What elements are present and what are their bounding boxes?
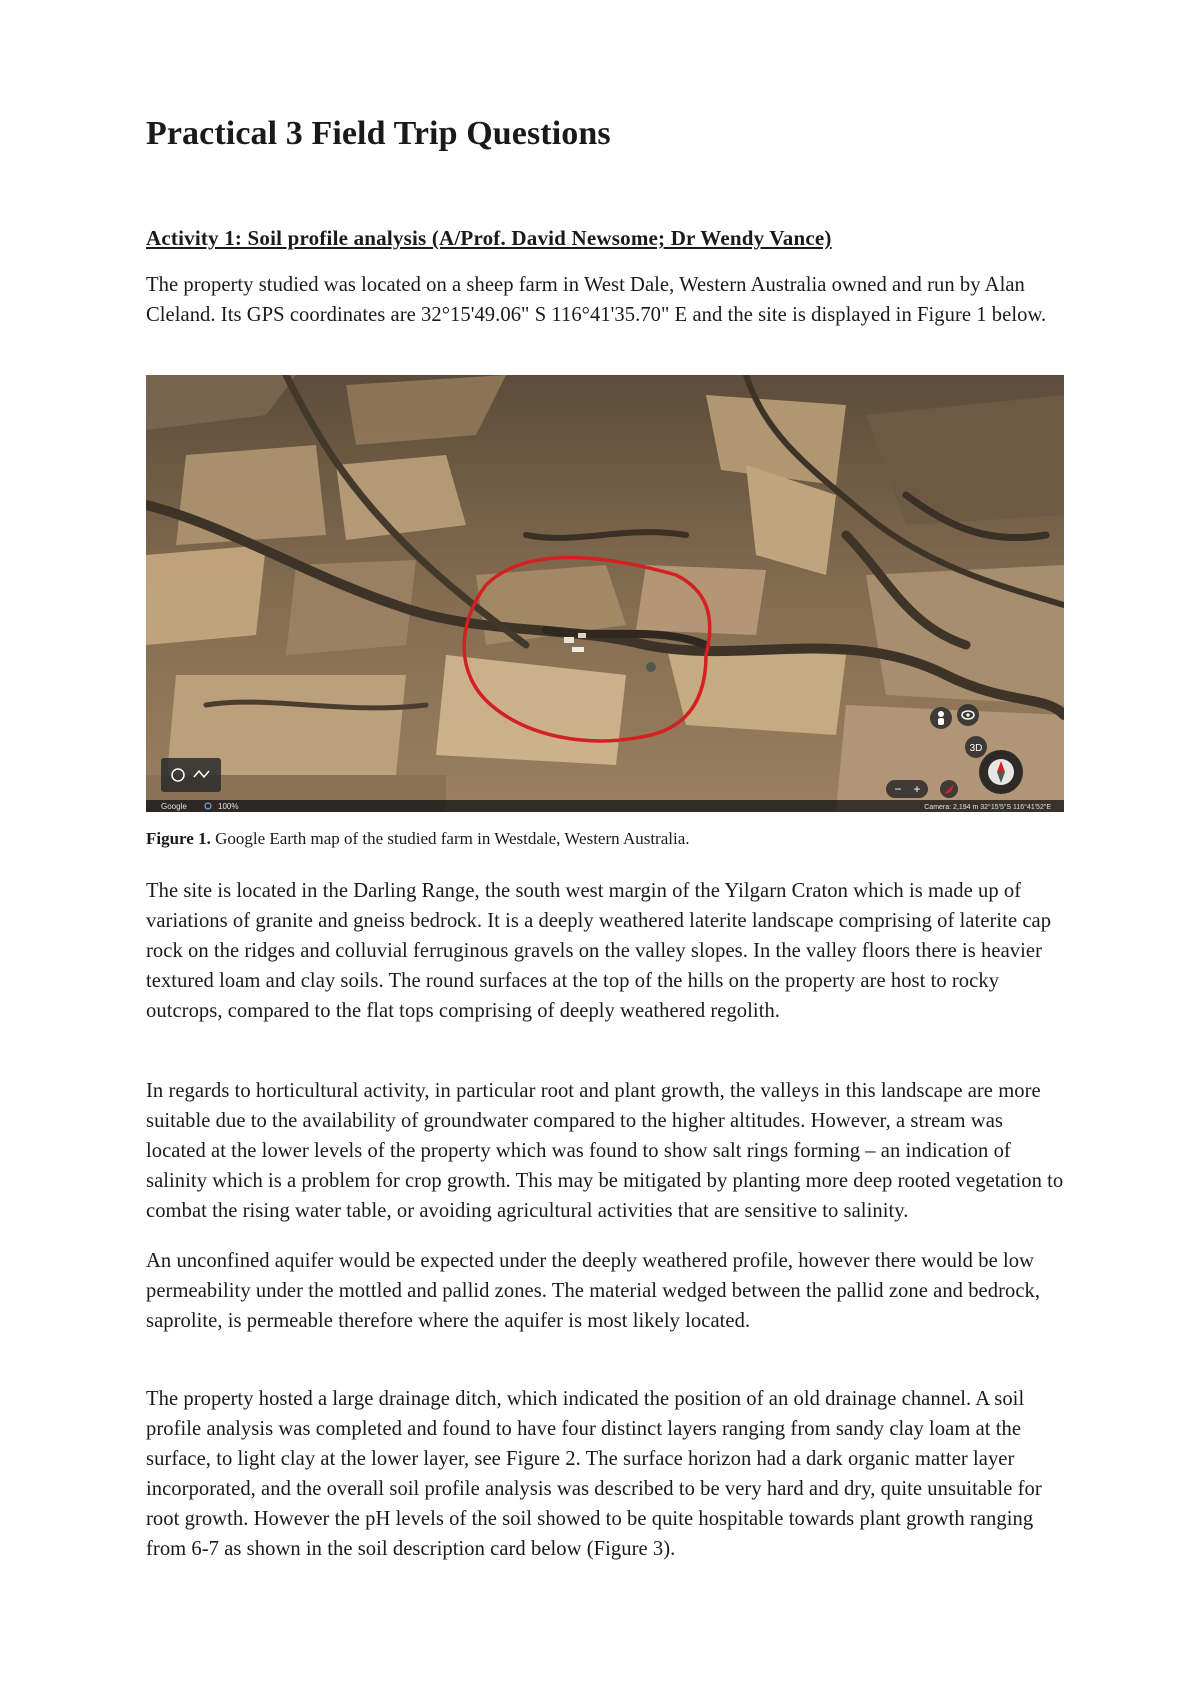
svg-text:+: +: [913, 782, 921, 796]
activity-heading: Activity 1: Soil profile analysis (A/Prof. David Newsome; Dr Wendy Vance): [146, 226, 832, 250]
location-arrow-icon[interactable]: [940, 780, 958, 798]
compass-icon[interactable]: [979, 750, 1023, 794]
drainage-ditch-paragraph: The property hosted a large drainage ditch, which indicated the position of an old drainage channel. A soil profile analysis was completed and found to have four distinct layers ranging from sandy clay loam at the surface, to light clay at the lower layer, see Figure 2. The surface horizon had a dark organic matter layer incorporated, and the overall soil profile analysis was described to be very hard and dry, quite unsuitable for root growth. However the pH levels of the soil showed to be quite hospitable towards plant growth ranging from 6-7 as shown in the soil description card below (Figure 3).: [146, 1388, 1042, 1560]
mode-3d-label: 3D: [969, 743, 983, 754]
street-view-icon[interactable]: [930, 707, 952, 729]
svg-text:−: −: [894, 782, 902, 796]
view-toggle-icon[interactable]: [957, 704, 979, 726]
zoom-level: 100%: [218, 802, 239, 811]
map-tools-panel[interactable]: [161, 758, 221, 792]
zoom-controls[interactable]: [886, 780, 928, 798]
camera-status: Camera: 2,194 m 32°15'5"S 116°41'52"E: [924, 804, 1051, 811]
document-title: Practical 3 Field Trip Questions: [146, 115, 611, 152]
caption-label: Figure 1.: [146, 829, 211, 848]
caption-text: Google Earth map of the studied farm in Westdale, Western Australia.: [210, 829, 690, 848]
mode-3d-button[interactable]: [965, 736, 987, 758]
intro-paragraph: The property studied was located on a sheep farm in West Dale, Western Australia owned and run by Alan Cleland. Its GPS coordinates are 32°15'49.06" S 116°41'35.70" E and the site is displayed in Figure 1 below.: [146, 274, 1047, 326]
google-brand: Google: [161, 802, 187, 811]
figure-1-satellite-map: [146, 375, 1064, 812]
aquifer-paragraph: An unconfined aquifer would be expected under the deeply weathered profile, however there would be low permeability under the mottled and pallid zones. The material wedged between the pallid zone and bedrock, saprolite, is permeable therefore where the aquifer is most likely located.: [146, 1250, 1041, 1332]
figure-1-caption: [146, 829, 690, 849]
site-paragraph: The site is located in the Darling Range, the south west margin of the Yilgarn Craton which is made up of variations of granite and gneiss bedrock. It is a deeply weathered laterite landscape comprising of laterite cap rock on the ridges and colluvial ferruginous gravels on the valley slopes. In the valley floors there is heavier textured loam and clay soils. The round surfaces at the top of the hills on the property are host to rocky outcrops, compared to the flat tops comprising of deeply weathered regolith.: [146, 880, 1052, 1022]
horticulture-paragraph: In regards to horticultural activity, in particular root and plant growth, the valleys in this landscape are more suitable due to the availability of groundwater compared to the higher altitudes. However, a stream was located at the lower levels of the property which was found to show salt rings forming – an indication of salinity which is a problem for crop growth. This may be mitigated by planting more deep rooted vegetation to combat the rising water table, or avoiding agricultural activities that are sensitive to salinity.: [146, 1080, 1064, 1222]
